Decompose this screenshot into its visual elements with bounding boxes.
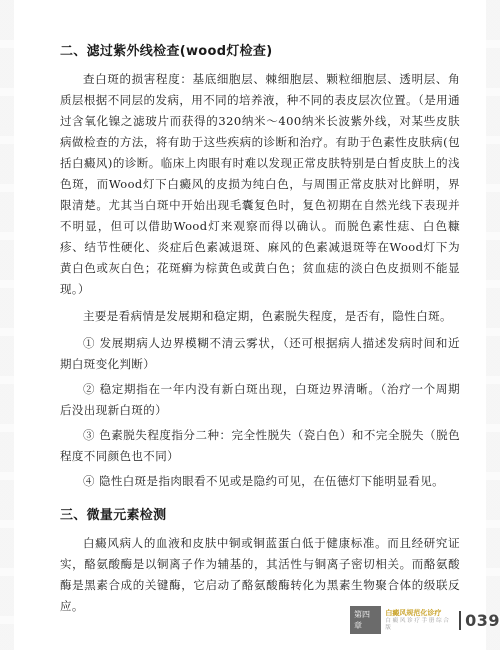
list-item: ③ 色素脱失程度指分二种：完全性脱失（瓷白色）和不完全脱失（脱色程度不同颜色也不同） bbox=[60, 428, 460, 463]
paragraph: 白癜风病人的血液和皮肤中铜或铜蓝蛋白低于健康标准。而且经研究证实，酪氨酸酶是以铜离子作为辅基的，其活性与铜离子密切相关。而酪氨酸酶是黑素合成的关键酶，它启动了酪氨酸酶转化为黑素生物聚合体的级联反应。 bbox=[60, 536, 460, 613]
paragraph: 查白斑的损害程度：基底细胞层、棘细胞层、颗粒细胞层、透明层、角质层根据不同层的发病，用不同的培养液，种不同的表皮层次位置。（是用通过含氧化镍之滤玻片而获得的320纳米～400纳米长波紫外线，对某些皮肤病做检查的方法，将有助于这些疾病的诊断和治疗。有助于色素性皮肤病(包括白癜风)的诊断。临床上肉眼有时难以发现正常皮肤特别是白皙皮肤上的浅色斑，而Wood灯下白癜风的皮损为纯白色，与周围正常皮肤对比鲜明，界限清楚。尤其当白斑中开始出现毛囊复色时，复色初期在自然光线下表现并不明显，但可以借助Wood灯来观察而得以确认。而脱色素性痣、白色糠疹、结节性硬化、炎症后色素减退斑、麻风的色素减退斑等在Wood灯下为黄白色或灰白色；花斑癣为棕黄色或黄白色；贫血痣的淡白色皮损则不能显现。） bbox=[60, 72, 460, 296]
right-watermark-band bbox=[486, 0, 500, 650]
page-number: 039 bbox=[459, 611, 500, 630]
section-heading-trace-elements: 三、微量元素检测 bbox=[60, 508, 167, 523]
section-heading-wood-lamp: 二、滤过紫外线检查(wood灯检查) bbox=[60, 44, 273, 59]
paragraph: 主要是看病情是发展期和稳定期，色素脱失程度，是否有，隐性白斑。 bbox=[83, 309, 452, 323]
page-footer bbox=[350, 609, 500, 631]
list-item: ④ 隐性白斑是指肉眼看不见或是隐约可见，在伍德灯下能明显看见。 bbox=[83, 474, 445, 488]
chapter-label: 第四章 bbox=[350, 606, 381, 634]
book-tag bbox=[385, 609, 454, 632]
page-content bbox=[60, 40, 460, 623]
book-subtitle: 白 癜 风 诊 疗 手 册 综 合 版 bbox=[385, 617, 449, 631]
left-watermark-band bbox=[0, 0, 14, 650]
list-item: ① 发展期病人边界模糊不清云雾状，（还可根据病人描述发病时间和近期白斑变化判断） bbox=[60, 336, 460, 371]
book-title: 白癜风规范化诊疗 bbox=[385, 608, 442, 617]
list-item: ② 稳定期指在一年内没有新白斑出现，白斑边界清晰。（治疗一个周期后没出现新白斑的） bbox=[60, 382, 460, 417]
